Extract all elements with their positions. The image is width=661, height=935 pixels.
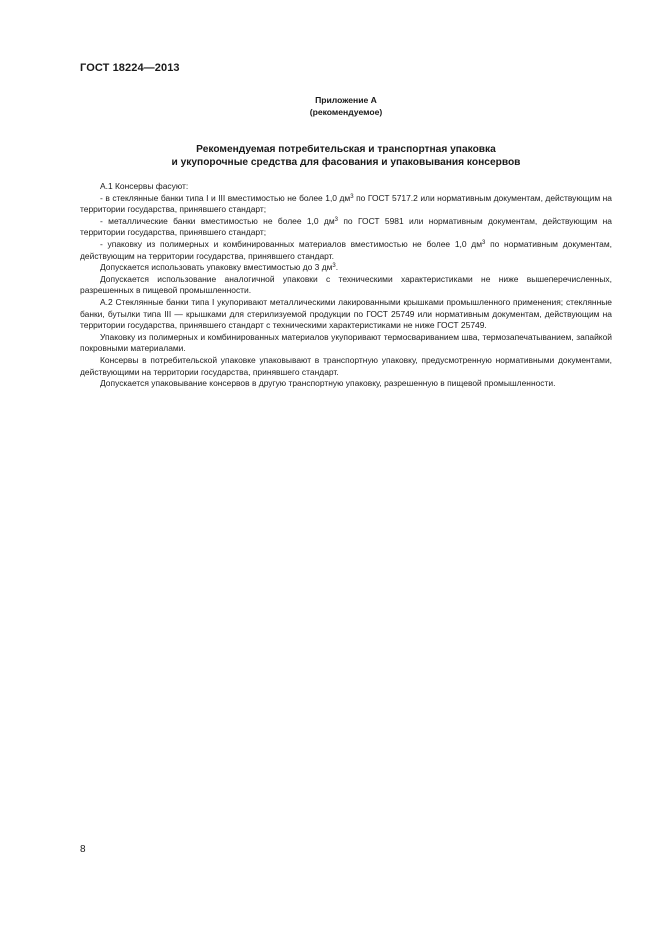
paragraph-capacity-allowance	[80, 262, 612, 274]
appendix-heading	[80, 95, 612, 118]
paragraph-a2-closures: А.2 Стеклянные банки типа I укупоривают металлическими лакированными крышками промышленного применения; стеклянные банки, бутылки типа III — крышками для стерилизуемой продукции по ГОСТ 25749 или нормативным документам, действующим на территории государства, принявшего стандарт с техническими характеристиками не ниже ГОСТ 25749.	[80, 296, 612, 331]
paragraph-text: - в стеклянные банки типа I и III вместимостью не более 1,0 дм	[100, 192, 351, 203]
paragraph-polymer-sealing: Упаковку из полимерных и комбинированных материалов укупоривают термосвариванием шва, термозапечатыванием, запайкой покровными материалами.	[80, 331, 612, 354]
paragraph-other-transport: Допускается упаковывание консервов в другую транспортную упаковку, разрешенную в пищевой промышленности.	[100, 378, 556, 389]
paragraph-metal-cans	[80, 216, 612, 239]
superscript: 3	[334, 216, 338, 223]
appendix-status: (рекомендуемое)	[309, 106, 383, 117]
body-text	[80, 181, 612, 390]
superscript: 3	[350, 193, 354, 200]
paragraph-text: Допускается использовать упаковку вместимостью до 3 дм	[100, 262, 333, 273]
paragraph-text: по ГОСТ 5717.2 или нормативным документам, действующим на территории государства, принявшего стандарт;	[80, 192, 612, 215]
paragraph-text: по нормативным документам, действующим на территории государства, принявшего стандарт.	[80, 238, 612, 261]
paragraph-polymer-packaging	[80, 239, 612, 262]
section-title-line-1: Рекомендуемая потребительская и транспортная упаковка	[196, 144, 496, 155]
paragraph-analog-packaging: Допускается использование аналогичной упаковки с техническими характеристиками не ниже вышеперечисленных, разрешенных в пищевой промышленности.	[80, 273, 612, 296]
paragraph-transport-packaging: Консервы в потребительской упаковке упаковывают в транспортную упаковку, предусмотренную нормативными документами, действующими на территории государства, принявшего стандарт.	[80, 354, 612, 377]
paragraph-text: - упаковку из полимерных и комбинированных материалов вместимостью не более 1,0 дм	[100, 238, 482, 249]
superscript: 3	[332, 263, 336, 270]
paragraph-a1-intro: А.1 Консервы фасуют:	[100, 181, 189, 191]
document-header-standard-code: ГОСТ 18224—2013	[80, 62, 180, 74]
section-title-line-2: и укупорочные средства для фасования и упаковывания консервов	[171, 157, 521, 168]
paragraph-text: по ГОСТ 5981 или нормативным документам, действующим на территории государства, принявшего стандарт;	[80, 215, 613, 238]
section-title	[80, 143, 612, 169]
page-number: 8	[80, 844, 86, 855]
superscript: 3	[482, 239, 486, 246]
appendix-title: Приложение А	[315, 95, 377, 105]
paragraph-text: .	[335, 262, 339, 273]
paragraph-text: - металлические банки вместимостью не более 1,0 дм	[100, 215, 335, 226]
paragraph-glass-jars	[80, 193, 612, 216]
